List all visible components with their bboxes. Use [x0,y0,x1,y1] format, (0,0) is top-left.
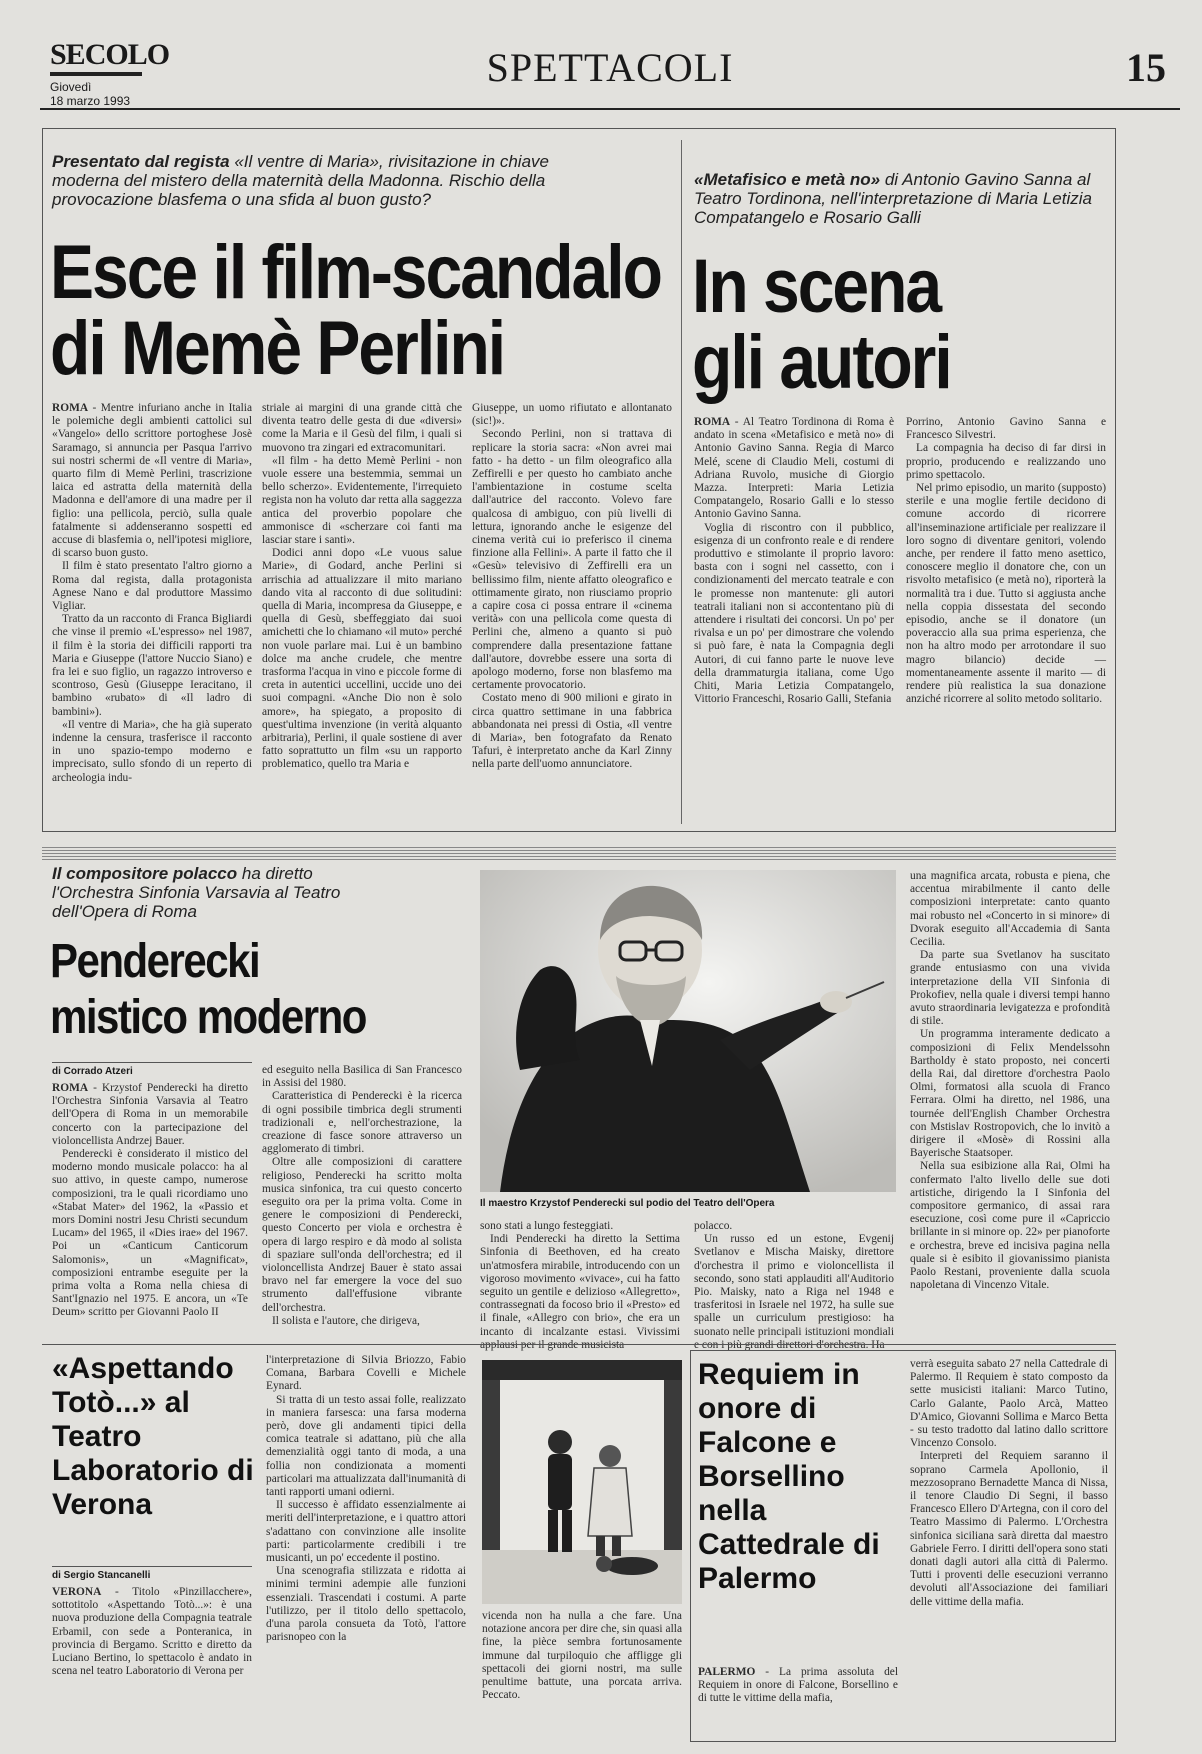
page-number: 15 [1126,45,1166,90]
kicker-lead: «Metafisico e metà no» [694,170,881,189]
article-column: Porrino, Antonio Gavino Sanna e Francesco Silvestri. La compagnia ha deciso di far dirsi in proprio, producendo e realizzando uno primo spettacolo. Nel primo episodio, un marito (supposto) sterile e una moglie fertile decidono di comune accordo di ricorrere all'inseminazione artificiale per realizzare il loro sogno di diventare genitori, volendo anche, per rendere il fatto meno asettico, conoscere meglio il donatore che, con un risvolto metafisico (e metà no), riporterà la normalità tra i due. Tutto si aggiusta anche nella coppia dissestata del secondo episodio, anche se il donatore (un poveraccio alla sua prima esperienza, che non ha altro modo per arrotondare il suo magro bilancio) decide — momentaneamente assente il marito — di rendere più realistica la sua donazione anziché ricorrere al solito metodo solitario. [906,416,1106,706]
article-column: l'interpretazione di Silvia Briozzo, Fabio Comana, Barbara Covelli e Michele Eynard. Si tratta di un testo assai folle, realizzato in maniera farsesca: una farsa moderna però, dove gli andamenti tipici della comica teatrale si adattano, più che alla demenzialità oggi tanto di moda, a una follia non condizionata a momenti particolari ma attualizzata dall'inumanità di tanti rapporti umani odierni. Il successo è affidato essenzialmente ai meriti dell'interpretazione, e i quattro attori s'adattano con convinzione alle insolite parti: particolarmente credibili i tre musicanti, un po' eccedente il postino. Una scenografia stilizzata e ridotta ai minimi termini adempie alle funzioni essenziali. Trascendati i costumi. A parte l'utilizzo, per il titolo dello spettacolo, d'una parola consueta da Totò, l'attore parisnopeo con la [266,1354,466,1644]
article-column: polacco. Un russo ed un estone, Evgenij Svetlanov e Mischa Maisky, direttore d'orchestra il primo e violoncellista il secondo, sono stati applauditi all'Auditorio Pio. Maisky, nato a Riga nel 1948 e trasferitosi in Israele nel 1972, ha sulle sue spalle un curriculum prestigioso: ha suonato nelle principali istituzioni mondiali [694,1220,894,1338]
article-headline-line2: mistico moderno [50,989,366,1044]
kicker-lead: Il compositore polacco [52,864,238,883]
article-column: verrà eseguita sabato 27 nella Cattedrale di Palermo. Il Requiem è stato composto da sette musicisti italiani: Marco Tutino, Carlo Galante, Paolo Arcà, Matteo D'Amico, Giovanni Sollima e Marco Betta - su testo tradotto dal latino dallo scrittore Vincenzo Consolo. Interpreti del Requiem saranno il soprano Carmela Apollonio, il mezzosoprano Bernadette Manca di Nissa, il tenore Claudio Di Segni, il basso Francesco Ellero D'Artegna, con il coro del Teatro Massimo di Palermo. L'Orchestra sinfonica siciliana sarà diretta dal maestro Gabriele Ferro. I diritti dell'opera sono stati donati dagli autori alla città di Palermo. Tutti i proventi delle esecuzioni verranno devoluti all'Associazione dei familiari delle vittime della mafia. [910,1358,1108,1608]
article-headline-line2: gli autori [692,318,951,404]
article-column: striale ai margini di una grande città che diventa teatro delle gesta di due «diversi» come la Maria e il Gesù del film, i quali si muovono tra zingari ed extracomunitari. «Il film - ha detto Memè Perlini - non vuole essere una bestemmia, semmai un bello scherzo». Evidentemente, l'irrequieto regista non ha voluto dar retta alla saggezza antica del proverbio popolare che ammonisce di «scherzare coi fanti ma lasciar stare i santi». Dodici anni dopo «Le vuous salue Marie», di Godard, anche Perlini si arrischia ad attualizzare il mito mariano dando vita al racconto di due solitudini: quella di Maria, incompresa da Giuseppe, e quella di Gesù, sbeffeggiato dai suoi amichetti che lo chiamano «il muto» perché non vuole parlare mai. Lui è un bambino dolce ma anche crudele, che mentre trasforma l'acqua in vino e piccole forme di creta in autentici uccellini, uccide uno dei suoi compagni. «Anche Dio non è solo amore», ha spiegato, a proposito di quest'ultima invenzione (in verità alquanto arbitraria), Perlini, il quale sostiene di aver fatto soprattutto un film «su un rapporto problematico, quello tra Maria e [262,402,462,771]
article-column: ed eseguito nella Basilica di San Francesco in Assisi del 1980. Caratteristica di Penderecki è la ricerca di ogni possibile timbrica degli strumenti tradizionali e, nell'orchestrazione, la creazione di fasce sonore attraverso un agglomerato di timbri. Oltre alle composizioni di carattere religioso, Penderecki ha scritto molta musica sinfonica, tra cui questo concerto eseguito ora per la prima volta. Come in genere le composizioni di Penderecki, questo Concerto per viola e orchestra è opera di largo respiro e dà modo al solista di spaziare sull'onda dell'orchestra; ed il violoncellista Andrzej Bauer è stato assai bravo nel far emergere la voce del suo strumento dall'effusione vibrante dell'orchestra. Il solista e l'autore, che dirigeva, [262,1064,462,1327]
article-column: VERONA - Titolo «Pinzillacchere», sottotitolo «Aspettando Totò...»: è una nuova produzione della Compagnia teatrale Erbamil, con sede a Ponteranica, in provincia di Bergamo. Scritto e diretto da Luciano Bertino, lo spettacolo è andato in scena nel teatro Laboratorio di Verona per [52,1586,252,1678]
dateline-place: VERONA [52,1586,102,1598]
theatre-photo [482,1360,682,1604]
article-column: ROMA - Mentre infuriano anche in Italia le polemiche degli ambienti cattolici sul «Vangelo» dello scrittore portoghese Josè Saramago, si annuncia per Pasqua l'arrivo sui nostri schermi de «Il ventre di Maria», quarto film di Memè Perlini, trascrizione laica ed astratta della maternità della Madonna e dell'amore di una madre per il figlio: una pellicola, perciò, sulla quale fatalmente si addenseranno sospetti ed accuse di blasfemia o, nell'ipotesi migliore, di scarso buon gusto. Il film è stato presentato l'altro giorno a Roma dal regista, dalla protagonista Agnese Nano e dal produttore Massimo Vigliar. Tratto da un racconto di Franca Bigliardi che vinse il premio «L'espresso» nel 1987, il film è la storia dei difficili rapporti tra Maria e Giuseppe (l'attore Nuccio Siano) e fra lei e suo figlio, un ragazzo introverso e scontroso, Gesù (Giuseppe Ieracitano, il bambino «rubato» di «Il ladro di bambini»). «Il ventre di Maria», che ha già superato indenne la censura, trasferisce il racconto in uno spazio-tempo moderno e imprecisato, sullo sfondo di un reperto di archeologia indu- [52,402,252,784]
photo-caption: Il maestro Krzystof Penderecki sul podio del Teatro dell'Opera [480,1198,775,1209]
article-headline-line1: In scena [692,242,941,328]
issue-day: Giovedì [50,80,92,94]
conductor-photo [480,870,896,1192]
dateline-place: ROMA [52,402,89,414]
dateline-place: ROMA [694,416,731,428]
masthead [40,30,1180,110]
article-headline-line2: di Memè Perlini [50,304,505,390]
top-box-divider [681,140,682,824]
article-headline-line1: Penderecki [50,933,260,988]
theatre-scene-illustration [482,1360,682,1604]
article-kicker [52,152,552,209]
section-separator [42,1344,1116,1345]
conductor-illustration [480,870,896,1192]
article-column: PALERMO - La prima assoluta del Requiem in onore di Falcone, Borsellino e di tutte le vittime della mafia, [698,1666,898,1705]
dateline-place: ROMA [52,1082,89,1094]
kicker-lead: Presentato dal regista [52,152,230,171]
article-headline: «Aspettando Totò...» al Teatro Laboratorio di Verona [52,1352,254,1521]
article-kicker [694,170,1094,227]
section-title: SPETTACOLI [486,45,734,90]
article-headline-line1: Esce il film-scandalo [50,228,661,314]
article-column: ROMA - Al Teatro Tordinona di Roma è andato in scena «Metafisico e metà no» di Antonio Gavino Sanna. Regia di Marco Melé, scene di Claudio Meli, costumi di Adriana Ruvolo, musiche di Giorgio Mazza. Interpreti: Maria Letizia Compatangelo, Rosario Galli e lo stesso Antonio Gavino Sanna. Voglia di riscontro con il pubblico, esigenza di un confronto reale e di rendere produttivo e stimolante il proprio lavoro: basta con i sogni nel cassetto, con i condizionamenti del mercato teatrale e con le promesse non mantenute: gli autori teatrali italiani non si accontentano più di attendere i risultati dei concorsi. Un po' per rivalsa e un po' per dimostrare che volendo si può fare, è nata la Compagnia degli Autori, di cui fanno parte le nuove leve della drammaturgia italiana, come Ugo Chiti, Maria Letizia Compatangelo, Vittorio Franceschi, Rosario Galli, Stefania [694,416,894,706]
article-column: Giuseppe, un uomo rifiutato e allontanato (sic!)». Secondo Perlini, non si trattava di replicare la storia sacra: «Non avrei mai fatto - ha detto - un film oleografico alla Zeffirelli e per questo ho cambiato anche l'ambientazione in costume scelta dall'autrice del racconto. Volevo fare qualcosa di ambiguo, con più livelli di lettura, ignorando anche le esigenze del cinema verità cui io preferisco il cinema finzione alla Fellini». A parte il fatto che il «Gesù» televisivo di Zeffirelli era un bellissimo film, niente affatto oleografico e ottimamente girato, non riusciamo proprio a capire cosa ci possa entrare il «cinema verità» con una pellicola come questa di Perlini che, almeno a quanto si può comprendere dalla presentazione fattane dall'autore, dovrebbe essere una sorta di apologo moderno, forse non blasfemo ma certamente provocatorio. Costato meno di 900 milioni e girato in circa quattro settimane in una fabbrica abbandonata nei pressi di Ostia, «Il ventre di Maria», ben fotografato da Renato Tafuri, è interpretato anche da Karl Zinny nella parte dell'uomo annunciatore. [472,402,672,771]
byline: di Sergio Stancanelli [52,1570,151,1581]
section-separator [42,846,1116,860]
article-column: vicenda non ha nulla a che fare. Una notazione ancora per dire che, sin quasi alla fine, la pièce sembra fortunosamente immune dal turpiloquio che affligge gli spettacoli dei giorni nostri, ma sulle penultime battute, una porcata arriva. Peccato. [482,1610,682,1702]
article-headline: Requiem in onore di Falcone e Borsellino nella Cattedrale di Palermo [698,1358,880,1595]
article-column: una magnifica arcata, robusta e piena, che accentua mirabilmente il canto delle composizioni interpretate: canto quanto mai robusto nel «Concerto in si minore» di Dvorak eseguito all'Accademia di Santa Cecilia. Da parte sua Svetlanov ha suscitato grande entusiasmo con una vivida interpretazione della VII Sinfonia di Prokofiev, nella quale i diversi tempi hanno avuto straordinaria levigatezza e profondità di stile. Un programma interamente dedicato a composizioni di Felix Mendelssohn Bartholdy è stato proposto, nei concerti della Rai, dal direttore d'orchestra Paolo Olmi, formatosi alla scuola di Franco Ferrara. Olmi ha diretto, nel 1986, una tournée dell'English Chamber Orchestra con Mstislav Rostropovich, che lo invitò a dirigere il «Mosè» di Rossini alla Bayerische Staatsoper. Nella sua esibizione alla Rai, Olmi ha confermato l'alto livello delle sue doti artistiche, dirigendo la I Sinfonia del compositore germanico, di assai rara esecuzione, così come pure il «Capriccio brillante in si minore op. 22» per pianoforte e orchestra, breve ed incisiva pagina nella quale si è esibito il giovanissimo pianista Paolo Restani, proveniente dalla scuola napoletana di Vincenzo Vitale. [910,870,1110,1292]
byline: di Corrado Atzeri [52,1066,133,1077]
issue-date-text: 18 marzo 1993 [50,94,131,108]
kicker-text: «Il ventre di Maria», rivisitazione in chiave moderna del mistero della maternità della Madonna. Rischio della provocazione blasfema o una sfida al buon gusto? [52,152,549,209]
newspaper-logo: SECOLO [50,38,170,71]
kicker-text: ha diretto l'Orchestra Sinfonia Varsavia al Teatro dell'Opera di Roma [52,864,341,921]
dateline-place: PALERMO [698,1666,756,1678]
article-kicker [52,864,352,921]
byline-rule [52,1566,252,1567]
byline-rule [52,1062,252,1063]
article-column: sono stati a lungo festeggiati. Indi Penderecki ha diretto la Settima Sinfonia di Beethoven, ed ha creato un'atmosfera mirabile, introducendo con un vigoroso movimento «vivace», cui ha fatto seguito un gentile e delizioso «Allegretto», contrassegnati da focoso brio il «Presto» ed il finale, «Allegro con brio», che era un incanto di incalzante estasi. Vivissimi [480,1220,680,1338]
kicker-text: di Antonio Gavino Sanna al Teatro Tordinona, nell'interpretazione di Maria Letizia Compatangelo e Rosario Galli [694,170,1092,227]
article-column: ROMA - Krzystof Penderecki ha diretto l'Orchestra Sinfonia Varsavia al Teatro dell'Opera di Roma in un memorabile concerto con la partecipazione del violoncellista Andrzej Bauer. Penderecki è considerato il mistico del moderno mondo musicale polacco: ha al suo attivo, in queste campo, numerose composizioni, tra le quali ricordiamo uno «Stabat Mater» del 1962, la «Passio et mors Domini nostri Jesu Christi secundum Lucam» del 1965, il «Dies irae» del 1967. Poi un «Canticum Canticorum Salomonis», un «Magnificat», composizioni entrambe eseguite per la prima volta a Roma nella chiesa di Sant'Ignazio nel 1975. E ancora, un «Te Deum» scritto per Giovanni Paolo II [52,1082,248,1319]
